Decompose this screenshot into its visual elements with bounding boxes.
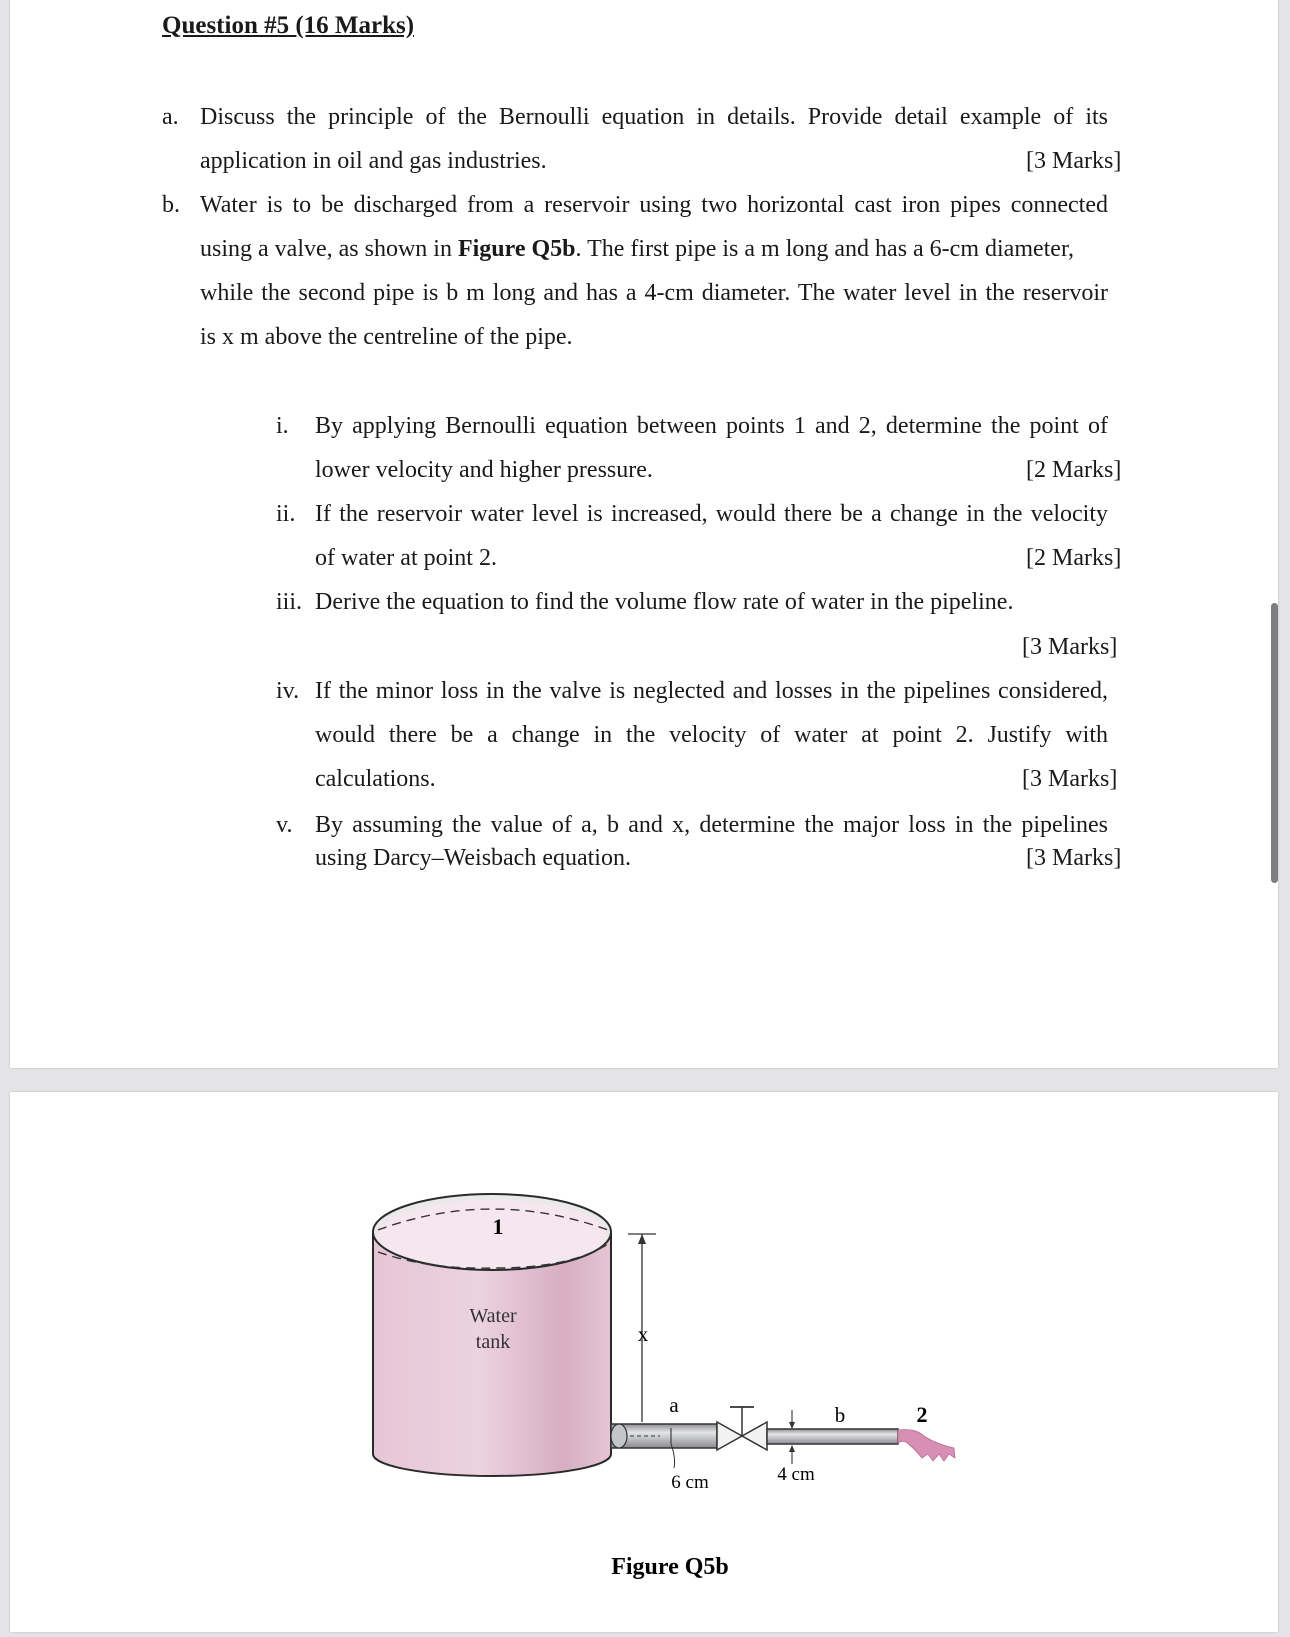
subpart-iv-line1: If the minor loss in the valve is neglected and losses in the pipelines considered, [315,678,1108,704]
part-b-line1: Water is to be discharged from a reservoir using two horizontal cast iron pipes connected [200,192,1108,218]
point-2-label: 2 [916,1402,928,1427]
tank-label-water: Water [469,1305,517,1327]
document-page-1 [10,0,1278,1068]
subpart-i-line1: By applying Bernoulli equation between points 1 and 2, determine the point of [315,413,1108,439]
figure-caption: Figure Q5b [611,1554,729,1580]
subpart-ii-label: ii. [276,501,296,527]
part-a-line2: application in oil and gas industries. [200,148,547,174]
subpart-iii-line1: Derive the equation to find the volume flow rate of water in the pipeline. [315,589,1014,615]
subpart-i-marks: [2 Marks] [1026,457,1122,483]
subpart-v-marks: [3 Marks] [1026,845,1122,871]
part-a-label: a. [162,104,179,130]
part-a-line1: Discuss the principle of the Bernoulli equation in details. Provide detail example of its [200,104,1108,130]
document-page-2 [10,1092,1278,1632]
subpart-ii-line1: If the reservoir water level is increased, would there be a change in the velocity [315,501,1108,527]
subpart-iv-line3: calculations. [315,766,436,792]
x-dimension-arrow-top [638,1234,646,1244]
part-b-line2 [200,236,1074,263]
figure-reference: Figure Q5b [457,236,576,262]
part-b-line2-post: . The first pipe is a m long and has a 6-cm diameter, [575,236,1074,262]
subpart-iv-label: iv. [276,678,300,704]
subpart-ii-marks: [2 Marks] [1026,545,1122,571]
part-b-line2-pre: using a valve, as shown in [200,236,458,262]
pipe-2 [767,1429,898,1444]
figure-q5b [10,1092,1278,1632]
part-b-line3: while the second pipe is b m long and has a 4-cm diameter. The water level in the reservoir [200,280,1108,306]
subpart-iii-label: iii. [276,589,303,615]
subpart-iv-marks: [3 Marks] [1022,766,1118,792]
a-label: a [669,1393,679,1417]
water-jet [898,1430,955,1461]
pipe-1-flange [611,1424,627,1448]
subpart-iii-marks: [3 Marks] [1022,634,1118,660]
d2-arrow-top-head [789,1422,795,1429]
part-a-marks: [3 Marks] [1026,148,1122,174]
subpart-v-label: v. [276,812,293,838]
subpart-iv-line2: would there be a change in the velocity of water at point 2. Justify with [315,722,1108,748]
part-b-line4: is x m above the centreline of the pipe. [200,324,573,350]
d2-arrow-bottom-head [789,1445,795,1452]
point-1-label: 1 [492,1214,504,1239]
subpart-i-line2: lower velocity and higher pressure. [315,457,653,483]
subpart-i-label: i. [276,413,289,439]
d1-label: 6 cm [671,1472,709,1493]
x-label: x [637,1322,649,1346]
part-b-label: b. [162,192,180,218]
vertical-scrollbar[interactable] [1271,603,1278,883]
subpart-v-line1: By assuming the value of a, b and x, determine the major loss in the pipelines [315,812,1108,838]
subpart-v-line2: using Darcy–Weisbach equation. [315,845,631,871]
d2-label: 4 cm [777,1464,815,1485]
question-title: Question #5 (16 Marks) [162,12,415,39]
subpart-ii-line2: of water at point 2. [315,545,497,571]
b-label: b [834,1403,846,1427]
tank-label-tank: tank [475,1331,511,1353]
